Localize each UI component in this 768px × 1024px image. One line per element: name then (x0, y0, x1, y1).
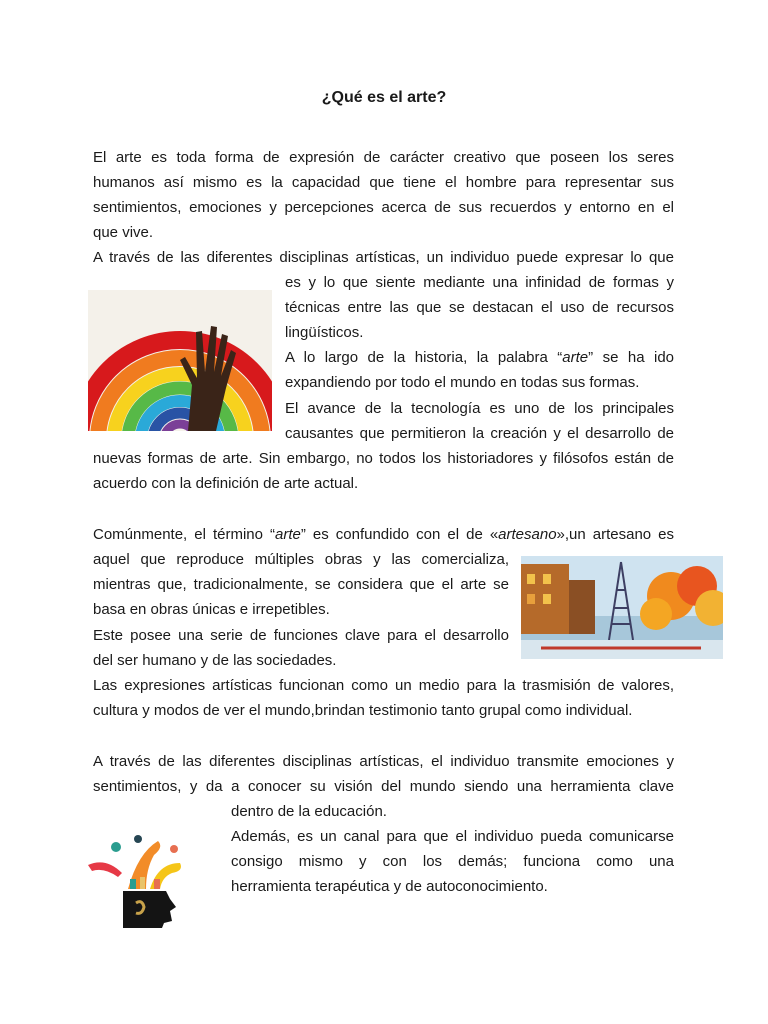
text-line: que vive. (93, 224, 154, 241)
text-line: Además, es un canal para que el individuo pueda comunicarse (231, 828, 674, 845)
text-line: A través de las diferentes disciplinas artísticas, el individuo transmite emociones y (93, 753, 674, 770)
text-line: A través de las diferentes disciplinas artísticas, un individuo puede expresar lo que (93, 249, 674, 266)
text-line: causantes que permitieron la creación y el desarrollo de (285, 425, 674, 442)
text-line: basa en obras únicas e irrepetibles. (93, 601, 330, 618)
text-line: es y lo que siente mediante una infinidad de formas y (285, 274, 674, 291)
text-line: expandiendo por todo el mundo en todas sus formas. (285, 374, 640, 391)
text-line: sentimientos, y da a conocer su visión del mundo siendo una herramienta clave (93, 778, 674, 795)
text-line: El avance de la tecnología es uno de los principales (285, 400, 674, 417)
text-line: A lo largo de la historia, la palabra “arte” se ha ido (285, 349, 675, 366)
eiffel-tower-painting (521, 556, 723, 659)
text-line: Comúnmente, el término “arte” es confundido con el de «artesano»,un artesano es (93, 526, 675, 543)
page-title: ¿Qué es el arte? (321, 89, 447, 106)
text-line: lingüísticos. (285, 324, 364, 341)
text-line: sentimientos, emociones y percepciones acerca de sus recuerdos y entorno en el (93, 199, 674, 216)
text-line: cultura y modos de ver el mundo,brindan testimonio tanto grupal como individual. (93, 702, 633, 719)
text-line: consigo mismo y con los demás; funciona como una (231, 853, 674, 870)
text-line: herramienta terapéutica y de autoconocimiento. (231, 878, 548, 895)
text-line: El arte es toda forma de expresión de carácter creativo que poseen los seres (93, 149, 674, 166)
text-line: Este posee una serie de funciones clave para el desarrollo (93, 627, 509, 644)
text-line: técnicas entre las que se destacan el uso de recursos (285, 299, 674, 316)
text-line: mientras que, tradicionalmente, se considera que el arte se (93, 576, 509, 593)
text-line: del ser humano y de las sociedades. (93, 652, 337, 669)
text-line: acuerdo con la definición de arte actual. (93, 475, 359, 492)
text-line: dentro de la educación. (231, 803, 387, 820)
text-line: nuevas formas de arte. Sin embargo, no todos los historiadores y filósofos están de (93, 450, 674, 467)
creative-head-illustration (88, 833, 198, 928)
text-line: Las expresiones artísticas funcionan como un medio para la trasmisión de valores, (93, 677, 674, 694)
text-line: aquel que reproduce múltiples obras y las comercializa, (93, 551, 509, 568)
text-line: humanos así mismo es la capacidad que tiene el hombre para representar sus (93, 174, 674, 191)
rainbow-hand-painting (88, 290, 272, 431)
